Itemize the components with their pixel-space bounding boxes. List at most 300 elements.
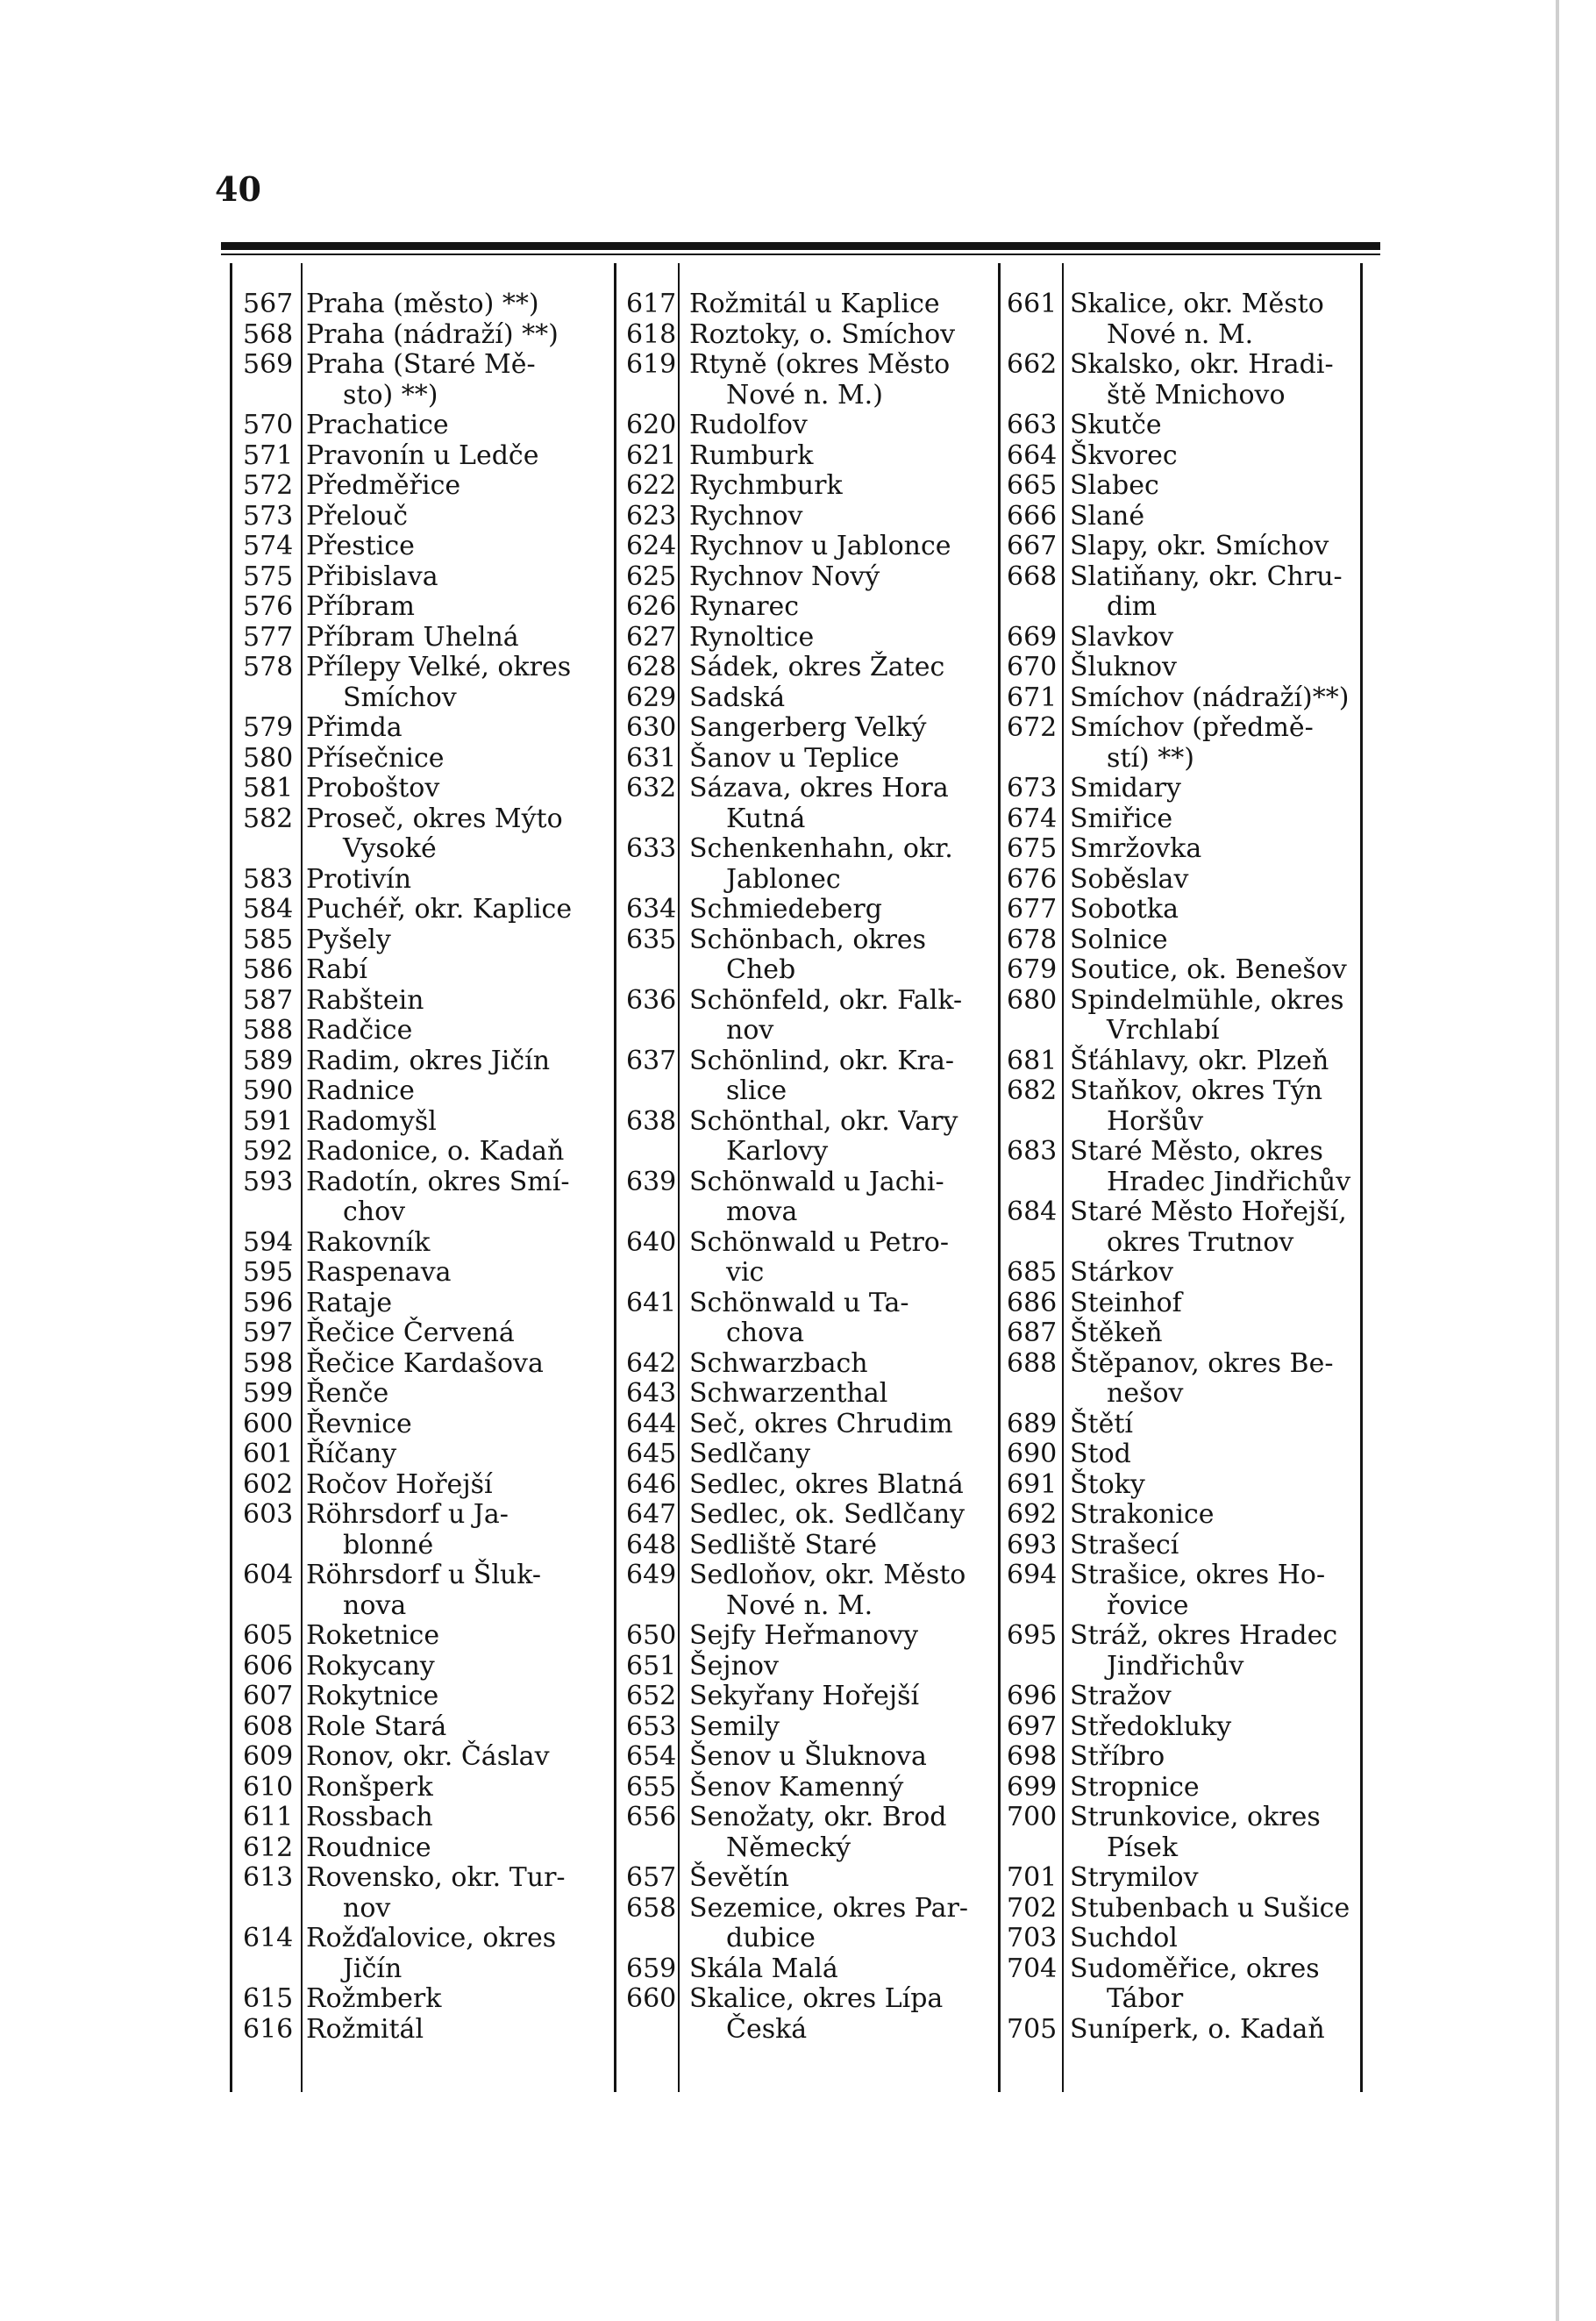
entry-name: Sedlec, okres Blatná: [689, 1468, 964, 1500]
entry-number: 696: [1007, 1681, 1058, 1711]
entry-number: 670: [1007, 652, 1058, 682]
entry-name: okres Trutnov: [1107, 1226, 1294, 1258]
entry-number: 633: [626, 833, 677, 864]
entry-number: 595: [243, 1257, 294, 1288]
entry-number: 693: [1007, 1529, 1058, 1560]
entry-name: Rychnov u Jablonce: [689, 531, 951, 561]
entry-name: Suchdol: [1070, 1923, 1178, 1953]
entry-number: 639: [626, 1166, 677, 1197]
entry-name: Vrchlabí: [1107, 1015, 1220, 1046]
table-row: [243, 532, 609, 562]
table-row: [243, 1984, 609, 2015]
entry-name: Rychmburk: [689, 470, 843, 501]
entry-name: Schenkenhahn, okr.: [689, 833, 953, 864]
table-row: [243, 562, 609, 593]
entry-name: Radčice: [306, 1015, 413, 1046]
entry-number: 609: [243, 1741, 294, 1772]
entry-name: Sázava, okres Hora: [689, 773, 949, 803]
entry-name: Staré Město, okres: [1070, 1136, 1323, 1167]
table-row: [243, 955, 609, 986]
entry-number: [626, 1197, 689, 1228]
entry-number: [626, 804, 689, 835]
entry-number: 669: [1007, 621, 1058, 653]
entry-name: Ronšperk: [306, 1771, 433, 1803]
entry-number: 625: [626, 561, 677, 592]
entry-name: Rychnov Nový: [689, 561, 880, 592]
entry-name: mova: [726, 1196, 798, 1227]
entry-name: Stárkov: [1070, 1257, 1174, 1288]
table-row: [626, 2015, 994, 2046]
entry-name: Rychnov: [689, 500, 803, 532]
entry-name: Proboštov: [306, 773, 440, 803]
entry-name: Slatiňany, okr. Chru-: [1070, 561, 1343, 592]
table-row: [243, 713, 609, 744]
table-row: [243, 986, 609, 1017]
entry-name: Přílepy Velké, okres: [306, 652, 572, 682]
table-row: [626, 471, 994, 502]
entry-number: 567: [243, 289, 294, 319]
entry-name: Slavkov: [1070, 621, 1174, 653]
entry-number: 672: [1007, 712, 1058, 743]
entry-name: Příbram: [306, 591, 415, 622]
entry-name: Prachatice: [306, 410, 449, 440]
entry-name: Roketnice: [306, 1620, 440, 1651]
entry-number: 668: [1007, 561, 1058, 592]
entry-number: 658: [626, 1892, 677, 1924]
table-row: [626, 1984, 994, 2015]
entry-number: 704: [1007, 1953, 1058, 1984]
entry-number: 684: [1007, 1196, 1058, 1227]
entry-name: Slapy, okr. Smíchov: [1070, 531, 1329, 561]
table-row: [626, 1168, 994, 1198]
entry-number: 705: [1007, 2013, 1058, 2045]
entry-number: 628: [626, 652, 677, 682]
entry-number: 599: [243, 1378, 294, 1409]
column-2: [626, 289, 994, 2045]
entry-name: Puchéř, okr. Kaplice: [306, 894, 573, 925]
entry-number: 680: [1007, 984, 1058, 1016]
entry-number: 583: [243, 863, 294, 895]
entry-name: Stod: [1070, 1439, 1131, 1469]
entry-number: [1007, 1107, 1070, 1138]
table-row: [1007, 1833, 1357, 1864]
entry-number: [1007, 1016, 1070, 1046]
entry-number: 581: [243, 773, 294, 803]
table-row: [243, 1107, 609, 1138]
entry-number: 637: [626, 1045, 677, 1076]
table-row: [626, 1833, 994, 1864]
entry-number: 604: [243, 1560, 294, 1590]
entry-number: [626, 1258, 689, 1289]
table-row: [626, 865, 994, 896]
table-row: [626, 532, 994, 562]
entry-name: Röhrsdorf u Ja-: [306, 1499, 509, 1530]
entry-name: Stražov: [1070, 1681, 1172, 1711]
table-row: [626, 1258, 994, 1289]
entry-name: Rtyně (okres Město: [689, 349, 951, 380]
entry-number: 683: [1007, 1136, 1058, 1167]
table-row: [626, 1349, 994, 1380]
entry-number: 703: [1007, 1923, 1058, 1953]
table-row: [243, 1228, 609, 1259]
table-row: [1007, 1197, 1357, 1228]
table-row: [1007, 502, 1357, 532]
entry-number: [243, 834, 306, 865]
table-row: [243, 1833, 609, 1864]
table-row: [1007, 471, 1357, 502]
table-row: [1007, 1591, 1357, 1622]
entry-number: 650: [626, 1620, 677, 1651]
entry-name: Ronov, okr. Čáslav: [306, 1741, 550, 1772]
entry-name: Slabec: [1070, 470, 1159, 501]
entry-name: Strymilov: [1070, 1862, 1199, 1893]
entry-number: 646: [626, 1468, 677, 1500]
entry-number: 688: [1007, 1347, 1058, 1379]
table-row: [243, 320, 609, 351]
entry-number: 594: [243, 1226, 294, 1258]
entry-name: Sezemice, okres Par-: [689, 1892, 969, 1924]
entry-name: Rynoltice: [689, 621, 815, 653]
entry-name: Vysoké: [343, 833, 437, 864]
table-row: [1007, 623, 1357, 653]
entry-name: Rožmitál: [306, 2013, 424, 2045]
entry-name: Schönfeld, okr. Falk-: [689, 984, 963, 1016]
entry-number: 580: [243, 742, 294, 774]
entry-number: 676: [1007, 863, 1058, 895]
entry-number: 590: [243, 1075, 294, 1106]
table-row: [1007, 381, 1357, 411]
table-row: [626, 320, 994, 351]
entry-name: Štěkeň: [1070, 1318, 1163, 1348]
entry-number: 665: [1007, 470, 1058, 501]
table-row: [1007, 562, 1357, 593]
entry-name: vic: [726, 1257, 765, 1288]
entry-name: Solnice: [1070, 924, 1168, 955]
entry-number: 574: [243, 531, 294, 561]
table-row: [1007, 1742, 1357, 1773]
table-row: [626, 1228, 994, 1259]
entry-number: 681: [1007, 1045, 1058, 1076]
table-row: [243, 623, 609, 653]
entry-number: 605: [243, 1620, 294, 1651]
table-row: [243, 592, 609, 623]
table-row: [243, 1954, 609, 1985]
entry-name: Škvorec: [1070, 439, 1178, 471]
entry-name: Jablonec: [726, 863, 841, 895]
entry-name: Sobotka: [1070, 894, 1179, 925]
entry-number: [626, 1833, 689, 1864]
entry-number: 667: [1007, 531, 1058, 561]
table-row: [243, 471, 609, 502]
entry-number: [626, 1076, 689, 1107]
entry-name: Nové n. M.: [1107, 318, 1254, 350]
entry-number: [1007, 320, 1070, 351]
entry-name: Radonice, o. Kadaň: [306, 1136, 565, 1167]
entry-number: 588: [243, 1015, 294, 1046]
entry-number: [626, 1318, 689, 1349]
table-row: [243, 2015, 609, 2046]
entry-name: řovice: [1107, 1589, 1189, 1621]
table-row: [1007, 774, 1357, 804]
entry-name: Slané: [1070, 500, 1145, 532]
table-row: [243, 1379, 609, 1410]
table-row: [243, 381, 609, 411]
entry-name: dubice: [726, 1923, 816, 1953]
entry-name: Šenov u Šluknova: [689, 1741, 927, 1772]
entry-name: Rataje: [306, 1287, 393, 1318]
entry-name: Rakovník: [306, 1226, 431, 1258]
page-edge: [1556, 0, 1559, 2321]
entry-name: Předměřice: [306, 470, 461, 501]
entry-number: 700: [1007, 1802, 1058, 1832]
entry-number: [243, 1197, 306, 1228]
table-row: [243, 1410, 609, 1440]
table-row: [626, 1410, 994, 1440]
entry-number: 569: [243, 349, 294, 380]
entry-name: Sedliště Staré: [689, 1529, 878, 1560]
table-row: [243, 1168, 609, 1198]
entry-number: 576: [243, 591, 294, 622]
entry-name: Pyšely: [306, 924, 391, 955]
entry-name: Rabí: [306, 954, 367, 985]
entry-number: 592: [243, 1136, 294, 1167]
table-row: [243, 1863, 609, 1894]
table-row: [626, 1016, 994, 1046]
table-row: [243, 289, 609, 320]
entry-number: 638: [626, 1105, 677, 1137]
entry-number: 685: [1007, 1257, 1058, 1288]
table-row: [1007, 441, 1357, 472]
entry-name: Smíchov (nádraží)**): [1070, 682, 1350, 713]
entry-number: 660: [626, 1983, 677, 2014]
entry-number: 694: [1007, 1560, 1058, 1590]
entry-number: 602: [243, 1468, 294, 1500]
table-row: [243, 1560, 609, 1591]
table-row: [626, 925, 994, 956]
table-row: [243, 1803, 609, 1833]
entry-number: 642: [626, 1347, 677, 1379]
entry-name: Skutče: [1070, 410, 1162, 440]
entry-name: Spindelmühle, okres: [1070, 984, 1344, 1016]
table-row: [1007, 1470, 1357, 1501]
entry-number: 673: [1007, 773, 1058, 803]
table-row: [626, 1076, 994, 1107]
entry-name: Staré Město Hořejší,: [1070, 1196, 1347, 1227]
column-3: [1007, 289, 1357, 2045]
table-row: [626, 350, 994, 381]
entry-name: Strakonice: [1070, 1499, 1215, 1530]
table-row: [1007, 1439, 1357, 1470]
entry-number: 661: [1007, 289, 1058, 319]
table-row: [1007, 683, 1357, 714]
entry-name: Šejnov: [689, 1650, 779, 1682]
table-row: [243, 1197, 609, 1228]
entry-name: Schwarzenthal: [689, 1378, 888, 1409]
entry-name: Schönbach, okres: [689, 924, 927, 955]
table-row: [1007, 592, 1357, 623]
entry-number: [626, 865, 689, 896]
entry-number: 606: [243, 1650, 294, 1682]
entry-number: [1007, 1591, 1070, 1622]
table-row: [626, 1379, 994, 1410]
entry-number: 699: [1007, 1771, 1058, 1803]
table-row: [626, 804, 994, 835]
table-row: [1007, 653, 1357, 683]
table-row: [243, 411, 609, 441]
entry-number: 617: [626, 289, 677, 319]
table-row: [1007, 1621, 1357, 1652]
entry-name: Řevnice: [306, 1408, 412, 1439]
table-row: [1007, 1289, 1357, 1319]
table-row: [243, 441, 609, 472]
entry-number: [626, 955, 689, 986]
entry-name: Smíchov: [343, 682, 457, 713]
entry-name: Rožďalovice, okres: [306, 1923, 557, 1953]
entry-name: Štěpanov, okres Be-: [1070, 1347, 1334, 1379]
table-row: [243, 925, 609, 956]
entry-number: 698: [1007, 1741, 1058, 1772]
table-row: [626, 1439, 994, 1470]
entry-name: chov: [343, 1196, 406, 1227]
entry-name: Jičín: [343, 1953, 403, 1984]
table-row: [626, 1591, 994, 1622]
table-row: [626, 713, 994, 744]
entry-number: 598: [243, 1347, 294, 1379]
entry-number: 613: [243, 1862, 294, 1893]
table-row: [1007, 1531, 1357, 1561]
entry-name: Skála Malá: [689, 1953, 838, 1984]
entry-number: 627: [626, 621, 677, 653]
entry-number: [1007, 381, 1070, 411]
entry-number: 608: [243, 1710, 294, 1742]
entry-number: 691: [1007, 1468, 1058, 1500]
entry-name: nov: [343, 1892, 391, 1924]
entry-number: 624: [626, 531, 677, 561]
table-row: [626, 1470, 994, 1501]
entry-name: Šenov Kamenný: [689, 1771, 904, 1803]
entry-name: blonné: [343, 1529, 434, 1560]
entry-name: Smidary: [1070, 773, 1181, 803]
page-number: 40: [215, 169, 261, 209]
table-row: [243, 1439, 609, 1470]
entry-number: 573: [243, 500, 294, 532]
entry-name: Role Stará: [306, 1710, 447, 1742]
entry-name: Sedlčany: [689, 1439, 811, 1469]
entry-name: Rabštein: [306, 984, 424, 1016]
table-row: [626, 441, 994, 472]
entry-name: nov: [726, 1015, 774, 1046]
entry-number: [243, 1531, 306, 1561]
entry-number: 692: [1007, 1499, 1058, 1530]
entry-number: 619: [626, 349, 677, 380]
entry-name: Skalice, okr. Město: [1070, 289, 1324, 319]
entry-name: Strašecí: [1070, 1529, 1179, 1560]
entry-name: Přestice: [306, 531, 415, 561]
entry-name: Radotín, okres Smí-: [306, 1166, 570, 1197]
entry-name: Příbram Uhelná: [306, 621, 519, 653]
entry-name: Nové n. M.): [726, 379, 883, 411]
entry-number: 648: [626, 1529, 677, 1560]
table-row: [243, 774, 609, 804]
entry-number: [243, 1591, 306, 1622]
entry-name: Smiřice: [1070, 803, 1173, 834]
table-row: [626, 653, 994, 683]
entry-name: Schönwald u Ta-: [689, 1287, 909, 1318]
entry-name: Skalice, okres Lípa: [689, 1983, 944, 2014]
entry-name: stí) **): [1107, 742, 1194, 774]
entry-name: Přelouč: [306, 500, 409, 532]
entry-number: 620: [626, 410, 677, 440]
entry-number: 677: [1007, 894, 1058, 925]
entry-name: Sejfy Heřmanovy: [689, 1620, 919, 1651]
table-row: [626, 1500, 994, 1531]
table-row: [626, 1560, 994, 1591]
entry-name: Říčany: [306, 1439, 397, 1469]
table-row: [1007, 713, 1357, 744]
entry-number: 600: [243, 1408, 294, 1439]
table-row: [243, 804, 609, 835]
entry-name: ště Mnichovo: [1107, 379, 1286, 411]
table-row: [626, 1863, 994, 1894]
table-rule: [614, 263, 616, 2092]
entry-name: Sádek, okres Žatec: [689, 652, 945, 682]
entry-name: Rožmberk: [306, 1983, 442, 2014]
entry-name: Rokytnice: [306, 1681, 439, 1711]
entry-number: 653: [626, 1710, 677, 1742]
entry-number: 702: [1007, 1892, 1058, 1924]
table-row: [1007, 1410, 1357, 1440]
table-row: [626, 1652, 994, 1682]
entry-name: Protivín: [306, 863, 412, 895]
entry-name: Seč, okres Chrudim: [689, 1408, 953, 1439]
entry-number: 568: [243, 318, 294, 350]
entry-name: Šťáhlavy, okr. Plzeň: [1070, 1045, 1329, 1076]
entry-number: 687: [1007, 1318, 1058, 1348]
entry-number: [1007, 1168, 1070, 1198]
table-row: [626, 1318, 994, 1349]
entry-name: Sudoměřice, okres: [1070, 1953, 1320, 1984]
entry-name: Skalsko, okr. Hradi-: [1070, 349, 1334, 380]
entry-name: Steinhof: [1070, 1287, 1182, 1318]
table-row: [1007, 1652, 1357, 1682]
table-row: [243, 1652, 609, 1682]
table-row: [626, 744, 994, 775]
entry-number: [1007, 744, 1070, 775]
table-row: [1007, 1954, 1357, 1985]
entry-number: 686: [1007, 1287, 1058, 1318]
table-row: [243, 1076, 609, 1107]
table-row: [626, 1773, 994, 1803]
table-row: [626, 562, 994, 593]
table-row: [1007, 1984, 1357, 2015]
table-row: [626, 955, 994, 986]
table-row: [1007, 1682, 1357, 1712]
table-row: [626, 592, 994, 623]
entry-number: [243, 683, 306, 714]
entry-number: 578: [243, 652, 294, 682]
entry-name: Stříbro: [1070, 1741, 1165, 1772]
table-row: [626, 1924, 994, 1954]
entry-number: [243, 381, 306, 411]
entry-number: 629: [626, 682, 677, 713]
entry-number: 641: [626, 1287, 677, 1318]
table-row: [1007, 1773, 1357, 1803]
table-row: [243, 865, 609, 896]
table-row: [1007, 1228, 1357, 1259]
entry-name: Praha (Staré Mě-: [306, 349, 536, 380]
table-row: [1007, 955, 1357, 986]
entry-number: 612: [243, 1832, 294, 1863]
